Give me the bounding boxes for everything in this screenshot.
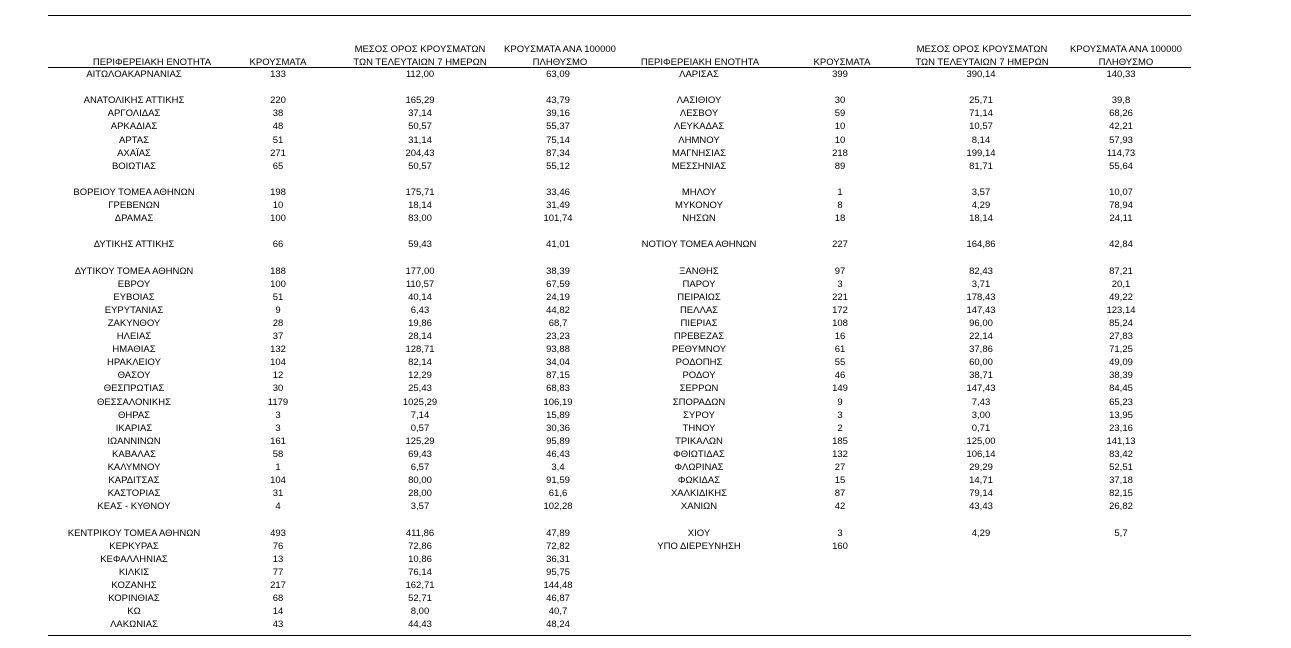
- right-cell-region: ΛΑΣΙΘΙΟΥ: [676, 95, 722, 107]
- right-cell-cases: 89: [834, 160, 846, 172]
- right-cell-per100k: 5,7: [1114, 527, 1128, 539]
- right-cell-per100k: 123,14: [1106, 304, 1136, 316]
- left-cell-avg7: 25,43: [408, 383, 432, 395]
- right-cell-per100k: 49,22: [1109, 291, 1133, 303]
- right-cell-avg7: 4,29: [971, 200, 991, 211]
- right-cell-cases: 108: [832, 317, 848, 329]
- right-cell-avg7: 8,14: [971, 134, 991, 146]
- right-cell-cases: 227: [832, 239, 848, 251]
- right-cell-cases: 8: [837, 200, 843, 211]
- right-cell-cases: 221: [832, 291, 848, 303]
- left-cell-region: ΕΒΡΟΥ: [117, 278, 151, 290]
- bottom-rule: [48, 635, 1191, 636]
- left-cell-region: ΘΕΣΣΑΛΟΝΙΚΗΣ: [97, 396, 171, 408]
- right-cell-avg7: 7,43: [971, 396, 991, 408]
- left-cell-region: ΚΑΒΑΛΑΣ: [112, 448, 156, 460]
- right-cell-cases: 218: [832, 147, 848, 159]
- right-cell-region: ΠΑΡΟΥ: [682, 278, 716, 290]
- right-cell-per100k: 27,83: [1109, 331, 1133, 342]
- right-cell-avg7: 43,43: [969, 501, 993, 513]
- right-cell-region: ΝΟΤΙΟΥ ΤΟΜΕΑ ΑΘΗΝΩΝ: [641, 239, 757, 251]
- right-cell-region: ΦΛΩΡΙΝΑΣ: [674, 462, 724, 473]
- right-cell-per100k: 42,21: [1109, 121, 1133, 133]
- right-cell-avg7: 4,29: [971, 527, 991, 539]
- left-cell-per100k: 44,82: [546, 304, 570, 316]
- left-cell-region: ΕΥΒΟΙΑΣ: [113, 291, 155, 303]
- left-cell-cases: 271: [270, 147, 286, 159]
- right-cell-cases: 149: [832, 383, 848, 395]
- left-cell-region: ΚΟΡΙΝΘΙΑΣ: [108, 593, 160, 604]
- right-cell-avg7: 71,14: [969, 108, 993, 120]
- right-cell-per100k: 84,45: [1109, 383, 1133, 395]
- left-cell-region: ΚΕΝΤΡΙΚΟΥ ΤΟΜΕΑ ΑΘΗΝΩΝ: [67, 527, 201, 539]
- right-cell-avg7: 18,14: [969, 213, 993, 225]
- right-cell-region: ΧΑΛΚΙΔΙΚΗΣ: [670, 488, 728, 500]
- right-cell-cases: 16: [834, 331, 846, 342]
- left-cell-per100k: 55,37: [546, 121, 570, 133]
- left-header-per100k: ΚΡΟΥΣΜΑΤΑ ΑΝΑ 100000 ΠΛΗΘΥΣΜΟ: [504, 44, 616, 68]
- left-cell-cases: 66: [272, 239, 284, 251]
- left-cell-avg7: 80,00: [408, 475, 432, 487]
- left-cell-cases: 104: [270, 357, 286, 369]
- left-cell-cases: 28: [272, 317, 284, 329]
- left-cell-avg7: 1025,29: [402, 396, 438, 408]
- right-cell-per100k: 140,33: [1106, 69, 1136, 80]
- right-cell-per100k: 38,39: [1109, 370, 1133, 382]
- left-cell-cases: 51: [272, 291, 284, 303]
- right-cell-cases: 3: [837, 409, 843, 421]
- left-cell-avg7: 411,86: [405, 527, 435, 539]
- right-cell-avg7: 22,14: [969, 331, 993, 342]
- right-cell-region: ΤΗΝΟΥ: [682, 422, 716, 434]
- left-cell-avg7: 44,43: [408, 619, 432, 631]
- left-cell-region: ΓΡΕΒΕΝΩΝ: [108, 200, 160, 211]
- left-cell-cases: 68: [272, 593, 284, 604]
- left-cell-cases: 217: [270, 579, 286, 591]
- left-cell-avg7: 40,14: [408, 291, 432, 303]
- right-cell-avg7: 106,14: [966, 448, 996, 460]
- right-cell-avg7: 60,00: [969, 357, 993, 369]
- left-cell-per100k: 87,15: [546, 370, 570, 382]
- left-cell-avg7: 6,57: [410, 462, 430, 473]
- left-cell-per100k: 31,49: [546, 200, 570, 211]
- left-cell-cases: 1: [275, 462, 281, 473]
- left-cell-avg7: 82,14: [408, 357, 432, 369]
- left-cell-per100k: 43,79: [546, 95, 570, 107]
- left-cell-per100k: 75,14: [546, 134, 570, 146]
- right-cell-cases: 18: [834, 213, 846, 225]
- left-cell-per100k: 30,36: [546, 422, 570, 434]
- left-cell-region: ΙΩΑΝΝΙΝΩΝ: [107, 435, 161, 447]
- right-header-per100k: ΚΡΟΥΣΜΑΤΑ ΑΝΑ 100000 ΠΛΗΘΥΣΜΟ: [1070, 44, 1182, 68]
- left-cell-per100k: 63,09: [546, 69, 570, 80]
- right-cell-per100k: 20,1: [1111, 278, 1131, 290]
- right-cell-region: ΠΡΕΒΕΖΑΣ: [673, 331, 725, 342]
- right-cell-region: ΞΑΝΘΗΣ: [679, 265, 719, 277]
- right-header-cases: ΚΡΟΥΣΜΑΤΑ: [813, 57, 871, 68]
- left-cell-region: ΑΝΑΤΟΛΙΚΗΣ ΑΤΤΙΚΗΣ: [83, 95, 185, 107]
- left-cell-cases: 4: [275, 501, 281, 513]
- left-cell-cases: 132: [270, 344, 286, 356]
- left-cell-cases: 100: [270, 213, 286, 225]
- left-header-region: ΠΕΡΙΦΕΡΕΙΑΚΗ ΕΝΟΤΗΤΑ: [92, 57, 212, 68]
- left-cell-avg7: 37,14: [408, 108, 432, 120]
- right-cell-cases: 10: [834, 134, 846, 146]
- right-cell-avg7: 125,00: [966, 435, 996, 447]
- left-cell-region: ΖΑΚΥΝΘΟΥ: [107, 317, 161, 329]
- left-cell-per100k: 68,83: [546, 383, 570, 395]
- left-cell-per100k: 93,88: [546, 344, 570, 356]
- right-cell-per100k: 114,73: [1106, 147, 1136, 159]
- right-cell-avg7: 147,43: [966, 383, 996, 395]
- left-cell-avg7: 50,57: [408, 160, 432, 172]
- right-cell-region: ΡΕΘΥΜΝΟΥ: [671, 344, 727, 356]
- left-cell-per100k: 39,16: [546, 108, 570, 120]
- right-cell-region: ΜΑΓΝΗΣΙΑΣ: [672, 147, 726, 159]
- left-cell-cases: 65: [272, 160, 284, 172]
- right-cell-avg7: 81,71: [969, 160, 993, 172]
- right-cell-cases: 15: [834, 475, 846, 487]
- left-cell-region: ΗΜΑΘΙΑΣ: [112, 344, 156, 356]
- left-cell-cases: 133: [270, 69, 286, 80]
- right-cell-cases: 9: [837, 396, 843, 408]
- left-cell-avg7: 128,71: [405, 344, 435, 356]
- right-cell-region: ΜΗΛΟΥ: [681, 186, 717, 198]
- left-cell-avg7: 175,71: [405, 186, 435, 198]
- left-cell-avg7: 28,14: [408, 331, 432, 342]
- right-cell-per100k: 68,26: [1109, 108, 1133, 120]
- left-cell-region: ΒΟΙΩΤΙΑΣ: [111, 160, 157, 172]
- left-cell-region: ΚΙΛΚΙΣ: [118, 566, 150, 578]
- right-cell-avg7: 37,86: [969, 344, 993, 356]
- right-cell-cases: 1: [837, 186, 843, 198]
- right-cell-cases: 2: [837, 422, 843, 434]
- left-cell-cases: 31: [272, 488, 284, 500]
- left-cell-avg7: 3,57: [410, 501, 430, 513]
- right-cell-avg7: 14,71: [969, 475, 993, 487]
- left-cell-avg7: 28,00: [408, 488, 432, 500]
- left-cell-avg7: 0,57: [410, 422, 430, 434]
- right-cell-cases: 30: [834, 95, 846, 107]
- left-cell-avg7: 19,86: [408, 317, 432, 329]
- left-cell-per100k: 46,43: [546, 448, 570, 460]
- right-cell-avg7: 390,14: [966, 69, 996, 80]
- left-cell-per100k: 34,04: [546, 357, 570, 369]
- right-cell-region: ΦΩΚΙΔΑΣ: [677, 475, 721, 487]
- left-cell-per100k: 38,39: [546, 265, 570, 277]
- left-cell-per100k: 91,59: [546, 475, 570, 487]
- right-cell-cases: 132: [832, 448, 848, 460]
- left-cell-region: ΗΡΑΚΛΕΙΟΥ: [107, 357, 161, 369]
- left-cell-per100k: 15,89: [546, 409, 570, 421]
- right-cell-region: ΧΑΝΙΩΝ: [680, 501, 718, 513]
- left-cell-region: ΔΡΑΜΑΣ: [114, 213, 154, 225]
- left-cell-cases: 1179: [267, 396, 289, 408]
- left-cell-avg7: 125,29: [405, 435, 435, 447]
- right-cell-per100k: 55,64: [1109, 160, 1133, 172]
- left-cell-region: ΘΕΣΠΡΩΤΙΑΣ: [103, 383, 165, 395]
- right-cell-per100k: 39,8: [1111, 95, 1131, 107]
- left-cell-region: ΑΡΓΟΛΙΔΑΣ: [107, 108, 161, 120]
- right-cell-cases: 185: [832, 435, 848, 447]
- left-cell-per100k: 68,7: [548, 317, 568, 329]
- right-cell-per100k: 37,18: [1109, 475, 1133, 487]
- left-cell-region: ΔΥΤΙΚΗΣ ΑΤΤΙΚΗΣ: [93, 239, 175, 251]
- left-cell-avg7: 110,57: [405, 278, 435, 290]
- left-cell-cases: 104: [270, 475, 286, 487]
- left-cell-cases: 10: [272, 200, 284, 211]
- right-cell-avg7: 3,57: [971, 186, 991, 198]
- left-cell-cases: 43: [272, 619, 284, 631]
- left-cell-cases: 100: [270, 278, 286, 290]
- right-cell-region: ΧΙΟΥ: [687, 527, 711, 539]
- right-cell-cases: 46: [834, 370, 846, 382]
- right-cell-region: ΡΟΔΟΥ: [682, 370, 716, 382]
- left-cell-per100k: 72,82: [546, 540, 570, 552]
- left-cell-avg7: 7,14: [410, 409, 430, 421]
- right-cell-per100k: 10,07: [1109, 186, 1133, 198]
- left-cell-cases: 220: [270, 95, 286, 107]
- left-cell-cases: 198: [270, 186, 286, 198]
- left-cell-region: ΚΕΦΑΛΛΗΝΙΑΣ: [100, 553, 168, 565]
- right-cell-per100k: 24,11: [1109, 213, 1133, 225]
- right-cell-cases: 172: [832, 304, 848, 316]
- left-cell-avg7: 76,14: [408, 566, 432, 578]
- left-cell-cases: 161: [270, 435, 286, 447]
- left-cell-cases: 51: [272, 134, 284, 146]
- left-cell-avg7: 52,71: [408, 593, 432, 604]
- left-cell-avg7: 8,00: [410, 606, 430, 618]
- left-cell-per100k: 95,89: [546, 435, 570, 447]
- left-cell-avg7: 50,57: [408, 121, 432, 133]
- left-cell-avg7: 69,43: [408, 448, 432, 460]
- left-cell-avg7: 10,86: [408, 553, 432, 565]
- right-cell-avg7: 38,71: [969, 370, 993, 382]
- left-cell-region: ΚΟΖΑΝΗΣ: [111, 579, 157, 591]
- right-cell-avg7: 178,43: [966, 291, 996, 303]
- right-cell-avg7: 10,57: [969, 121, 993, 133]
- left-cell-region: ΕΥΡΥΤΑΝΙΑΣ: [104, 304, 164, 316]
- left-cell-per100k: 61,6: [548, 488, 568, 500]
- right-header-avg7: ΜΕΣΟΣ ΟΡΟΣ ΚΡΟΥΣΜΑΤΩΝ ΤΩΝ ΤΕΛΕΥΤΑΙΩΝ 7 ΗΜΕΡΩΝ: [915, 44, 1049, 68]
- left-cell-cases: 14: [272, 606, 284, 618]
- left-cell-per100k: 40,7: [548, 606, 568, 618]
- top-rule: [48, 15, 1191, 16]
- right-cell-region: ΣΠΟΡΑΔΩΝ: [672, 396, 726, 408]
- right-cell-per100k: 65,23: [1109, 396, 1133, 408]
- right-cell-region: ΤΡΙΚΑΛΩΝ: [675, 435, 723, 447]
- left-cell-avg7: 112,00: [405, 69, 435, 80]
- left-cell-cases: 38: [272, 108, 284, 120]
- right-cell-cases: 61: [834, 344, 846, 356]
- left-cell-per100k: 33,46: [546, 186, 570, 198]
- left-cell-avg7: 18,14: [408, 200, 432, 211]
- right-cell-per100k: 85,24: [1109, 317, 1133, 329]
- right-header-region: ΠΕΡΙΦΕΡΕΙΑΚΗ ΕΝΟΤΗΤΑ: [640, 57, 760, 68]
- left-cell-per100k: 3,4: [551, 462, 565, 473]
- left-cell-per100k: 36,31: [546, 553, 570, 565]
- left-cell-per100k: 24,19: [546, 291, 570, 303]
- right-cell-cases: 160: [832, 540, 848, 552]
- left-cell-per100k: 144,48: [543, 579, 573, 591]
- left-cell-avg7: 204,43: [405, 147, 435, 159]
- left-cell-region: ΔΥΤΙΚΟΥ ΤΟΜΕΑ ΑΘΗΝΩΝ: [74, 265, 194, 277]
- left-cell-per100k: 95,75: [546, 566, 570, 578]
- left-cell-cases: 77: [272, 566, 284, 578]
- left-cell-cases: 30: [272, 383, 284, 395]
- right-cell-avg7: 0,71: [971, 422, 991, 434]
- right-cell-region: ΥΠΟ ΔΙΕΡΕΥΝΗΣΗ: [657, 540, 741, 552]
- left-cell-cases: 37: [272, 331, 284, 342]
- left-cell-cases: 3: [275, 422, 281, 434]
- right-cell-per100k: 57,93: [1109, 134, 1133, 146]
- left-cell-cases: 3: [275, 409, 281, 421]
- right-cell-region: ΠΙΕΡΙΑΣ: [680, 317, 718, 329]
- right-cell-region: ΜΥΚΟΝΟΥ: [675, 200, 723, 211]
- left-cell-per100k: 101,74: [543, 213, 573, 225]
- left-cell-per100k: 46,87: [546, 593, 570, 604]
- right-cell-per100k: 83,42: [1109, 448, 1133, 460]
- left-cell-per100k: 102,28: [543, 501, 573, 513]
- right-cell-region: ΡΟΔΟΠΗΣ: [675, 357, 723, 369]
- right-cell-region: ΣΕΡΡΩΝ: [679, 383, 719, 395]
- right-cell-avg7: 3,71: [971, 278, 991, 290]
- right-cell-region: ΝΗΣΩΝ: [682, 213, 716, 225]
- right-cell-region: ΛΕΥΚΑΔΑΣ: [673, 121, 725, 133]
- left-cell-region: ΑΡΤΑΣ: [119, 134, 149, 146]
- left-cell-cases: 493: [270, 527, 286, 539]
- left-cell-region: ΛΑΚΩΝΙΑΣ: [110, 619, 158, 631]
- left-cell-region: ΚΑΣΤΟΡΙΑΣ: [107, 488, 161, 500]
- right-cell-cases: 55: [834, 357, 846, 369]
- left-cell-per100k: 67,59: [546, 278, 570, 290]
- right-cell-region: ΦΘΙΩΤΙΔΑΣ: [673, 448, 725, 460]
- right-cell-cases: 3: [837, 278, 843, 290]
- right-cell-avg7: 29,29: [969, 462, 993, 473]
- right-cell-avg7: 147,43: [966, 304, 996, 316]
- left-cell-region: ΗΛΕΙΑΣ: [116, 331, 152, 342]
- right-cell-per100k: 26,82: [1109, 501, 1133, 513]
- right-cell-cases: 399: [832, 69, 848, 80]
- left-cell-per100k: 47,89: [546, 527, 570, 539]
- right-cell-region: ΠΕΙΡΑΙΩΣ: [677, 291, 721, 303]
- right-cell-per100k: 82,15: [1109, 488, 1133, 500]
- left-cell-per100k: 41,01: [546, 239, 570, 251]
- right-cell-cases: 42: [834, 501, 846, 513]
- right-cell-avg7: 3,00: [971, 409, 991, 421]
- left-cell-region: ΘΑΣΟΥ: [117, 370, 151, 382]
- right-cell-per100k: 78,94: [1109, 200, 1133, 211]
- right-cell-avg7: 164,86: [966, 239, 996, 251]
- left-cell-avg7: 162,71: [405, 579, 435, 591]
- left-cell-per100k: 48,24: [546, 619, 570, 631]
- left-cell-region: ΘΗΡΑΣ: [117, 409, 151, 421]
- left-cell-cases: 58: [272, 448, 284, 460]
- left-cell-cases: 48: [272, 121, 284, 133]
- right-cell-region: ΛΗΜΝΟΥ: [678, 134, 720, 146]
- left-cell-per100k: 87,34: [546, 147, 570, 159]
- right-cell-cases: 59: [834, 108, 846, 120]
- left-cell-region: ΚΑΛΥΜΝΟΥ: [107, 462, 161, 473]
- right-cell-avg7: 25,71: [969, 95, 993, 107]
- left-header-cases: ΚΡΟΥΣΜΑΤΑ: [249, 57, 307, 68]
- left-cell-avg7: 59,43: [408, 239, 432, 251]
- left-cell-cases: 188: [270, 265, 286, 277]
- right-cell-region: ΠΕΛΛΑΣ: [679, 304, 719, 316]
- right-cell-cases: 3: [837, 527, 843, 539]
- right-cell-per100k: 13,95: [1109, 409, 1133, 421]
- left-cell-per100k: 23,23: [546, 331, 570, 342]
- right-cell-per100k: 71,25: [1109, 344, 1133, 356]
- left-cell-avg7: 31,14: [408, 134, 432, 146]
- left-cell-region: ΙΚΑΡΙΑΣ: [115, 422, 153, 434]
- left-cell-cases: 76: [272, 540, 284, 552]
- left-cell-avg7: 72,86: [408, 540, 432, 552]
- right-cell-region: ΜΕΣΣΗΝΙΑΣ: [671, 160, 727, 172]
- left-cell-avg7: 177,00: [405, 265, 435, 277]
- left-cell-region: ΚΑΡΔΙΤΣΑΣ: [108, 475, 160, 487]
- right-cell-region: ΛΑΡΙΣΑΣ: [679, 69, 719, 80]
- right-cell-region: ΣΥΡΟΥ: [683, 409, 715, 421]
- right-cell-per100k: 49,09: [1109, 357, 1133, 369]
- right-cell-avg7: 199,14: [966, 147, 996, 159]
- left-cell-avg7: 165,29: [405, 95, 435, 107]
- right-cell-cases: 87: [834, 488, 846, 500]
- left-cell-cases: 12: [272, 370, 284, 382]
- right-cell-region: ΛΕΣΒΟΥ: [679, 108, 719, 120]
- left-cell-cases: 9: [275, 304, 281, 316]
- right-cell-cases: 27: [834, 462, 846, 473]
- left-cell-per100k: 55,12: [546, 160, 570, 172]
- right-cell-per100k: 87,21: [1109, 265, 1133, 277]
- left-cell-per100k: 106,19: [543, 396, 573, 408]
- right-cell-cases: 10: [834, 121, 846, 133]
- left-cell-avg7: 12,29: [408, 370, 432, 382]
- right-cell-cases: 97: [834, 265, 846, 277]
- right-cell-avg7: 96,00: [969, 317, 993, 329]
- left-cell-region: ΚΕΡΚΥΡΑΣ: [109, 540, 159, 552]
- right-cell-per100k: 141,13: [1106, 435, 1136, 447]
- left-cell-region: ΑΡΚΑΔΙΑΣ: [110, 121, 158, 133]
- right-cell-per100k: 52,51: [1109, 462, 1133, 473]
- left-cell-region: ΑΧΑΪΑΣ: [117, 147, 151, 159]
- left-cell-avg7: 83,00: [408, 213, 432, 225]
- left-cell-cases: 13: [272, 553, 284, 565]
- left-cell-region: ΚΩ: [127, 606, 141, 618]
- left-cell-region: ΑΙΤΩΛΟΑΚΑΡΝΑΝΙΑΣ: [86, 69, 182, 80]
- left-cell-avg7: 6,43: [410, 304, 430, 316]
- right-cell-per100k: 42,84: [1109, 239, 1133, 251]
- left-header-avg7: ΜΕΣΟΣ ΟΡΟΣ ΚΡΟΥΣΜΑΤΩΝ ΤΩΝ ΤΕΛΕΥΤΑΙΩΝ 7 ΗΜΕΡΩΝ: [353, 44, 487, 68]
- left-cell-region: ΚΕΑΣ - ΚΥΘΝΟΥ: [97, 501, 171, 513]
- right-cell-per100k: 23,16: [1109, 422, 1133, 434]
- right-cell-avg7: 79,14: [969, 488, 993, 500]
- left-cell-region: ΒΟΡΕΙΟΥ ΤΟΜΕΑ ΑΘΗΝΩΝ: [73, 186, 195, 198]
- right-cell-avg7: 82,43: [969, 265, 993, 277]
